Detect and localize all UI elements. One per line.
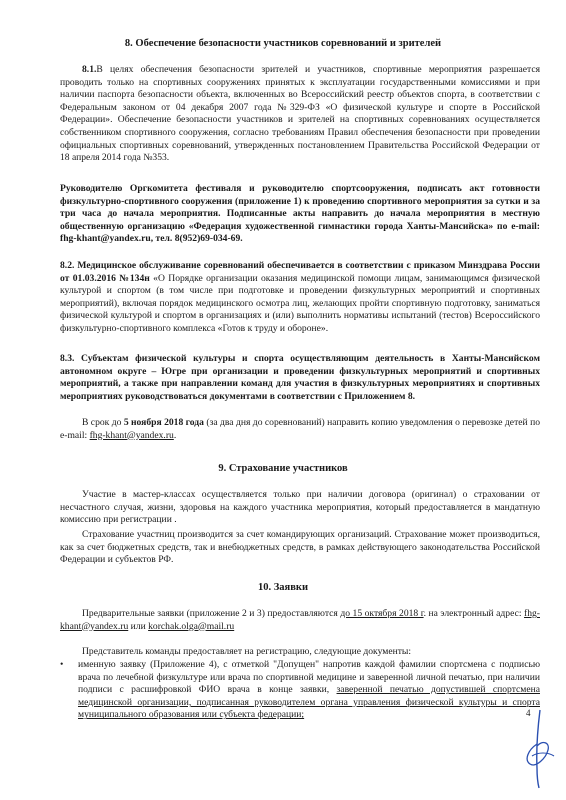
page-number: 4 — [526, 708, 531, 718]
paragraph-8-1 — [60, 64, 540, 165]
bullet-icon: • — [60, 659, 64, 670]
paragraph-10-registration-documents: Представитель команды предоставляет на регистрацию, следующие документы: — [82, 646, 412, 657]
paragraph-8-2-text: «О Порядке организации оказания медицинской помощи лицам, занимающимся физической культурой и спортом (в том числе при подготовке и проведении физкультурных мероприятий и спортивных мероприятий), включая порядок медицинского осмотра лиц, желающих пройти спортивную подготовку, заниматься физической культурой и спортом в организациях и (или) выполнить нормативы испытаний (тестов) Всероссийского физкультурно-спортивного комплекса «Готов к труду и обороне». — [60, 272, 540, 334]
paragraph-8-3: 8.3. Субъектам физической культуры и спорта осуществляющим деятельность в Ханты-Мансийском автономном округе – Югре при организации и проведении физкультурных мероприятий и спортивных мероприятий, а также при направлении команд для участия в физкультурных мероприятиях и спортивных мероприятиях руководствоваться документами в соответствии с Приложением 8. — [60, 353, 540, 402]
paragraph-10-preliminary-applications — [60, 608, 540, 633]
paragraph-8-1-number: 8.1. — [82, 64, 97, 75]
applications-text-b: . на электронный адрес: — [423, 608, 525, 619]
transport-notice-email-link[interactable]: fhg-khant@yandex.ru — [89, 429, 174, 441]
transport-notice-text-a: В срок до — [82, 417, 124, 428]
section-9-heading: 9. Страхование участников — [218, 463, 348, 474]
list-item-text — [78, 659, 540, 722]
paragraph-transport-notice — [60, 417, 540, 442]
transport-notice-end: . — [173, 429, 177, 441]
applications-text-a: Предварительные заявки (приложение 2 и 3) предоставляются — [82, 608, 341, 619]
applications-or: или — [128, 620, 149, 632]
section-10-heading: 10. Заявки — [258, 582, 308, 593]
list-item-text-underlined: заверенной печатью допустившей спортсмена медицинской организации, подписанная руководителем органа управления физической культуры и спорта муниципального образования или субъекта федерации; — [78, 684, 540, 721]
applications-email-1-link[interactable]: fhg-khant@yandex.ru — [60, 608, 540, 632]
paragraph-8-2 — [60, 260, 540, 336]
signature-icon — [518, 706, 558, 790]
list-item-named-application — [60, 659, 540, 722]
paragraph-organizer-instruction: Руководителю Оргкомитета фестиваля и руководителю спортсооружения, подписать акт готовности физкультурно-спортивного сооружения (приложение 1) к проведению спортивного мероприятия за сутки и за три часа до начала мероприятия. Подписанные акты направить до начала мероприятия в местную общественную организацию «Федерация художественной гимнастики города Ханты-Мансийска» по e-mail: fhg-khant@yandex.ru, тел. 8(952)69-034-69. — [60, 183, 540, 245]
section-8-heading: 8. Обеспечение безопасности участников соревнований и зрителей — [124, 38, 442, 49]
transport-notice-date: 5 ноября 2018 года — [123, 417, 204, 428]
applications-email-2-link[interactable]: korchak.olga@mail.ru — [148, 620, 235, 632]
paragraph-9-insurance-contract: Участие в мастер-классах осуществляется только при наличии договора (оригинал) о страховании от несчастного случая, жизни, здоровья на каждого участника мероприятия, который предоставляется в мандатную комиссию при регистрации . — [60, 489, 540, 526]
transport-notice-text-b: (за два дня до соревнований) направить копию уведомления о перевозке детей по e-mail: — [60, 417, 540, 441]
list-item-text-a: именную заявку (Приложение 4), с отметкой "Допущен" напротив каждой фамилии спортсмена с подписью врача по лечебной физкультуре или врача по спортивной медицине и заверенной личной печатью, при наличии подписи с расшифровкой ФИО врача в конце заявки, — [78, 659, 540, 696]
paragraph-8-1-text: В целях обеспечения безопасности зрителей и участников, спортивные мероприятия разрешается проводить только на спортивных сооружениях принятых к эксплуатации государственными комиссиями и при наличии паспорта безопасности объекта, включенных во Всероссийский реестр объектов спорта, в соответствии с Федеральным законом от 04 декабря 2007 года №329-ФЗ «О физической культуре и спорте в Российской Федерации». Обеспечение безопасности участников и зрителей на спортивных соревнованиях осуществляется собственником спортивного сооружения, согласно требованиям Правил обеспечения безопасности при проведении официальных спортивных соревнований, утвержденных постановлением Правительства Российской Федерации от 18 апреля 2014 года №353. — [60, 64, 540, 164]
paragraph-8-2-lead: 8.2. Медицинское обслуживание соревнований обеспечивается в соответствии с приказом Минздрава России от 01.03.2016 №134н — [60, 260, 540, 284]
paragraph-9-insurance-funding: Страхование участниц производится за счет командирующих организаций. Страхование может производиться, как за счет бюджетных средств, так и внебюджетных средств, в рамках действующего законодательства Российской Федерации и субъектов РФ. — [60, 529, 540, 566]
applications-deadline: до 15 октября 2018 г — [340, 608, 424, 619]
